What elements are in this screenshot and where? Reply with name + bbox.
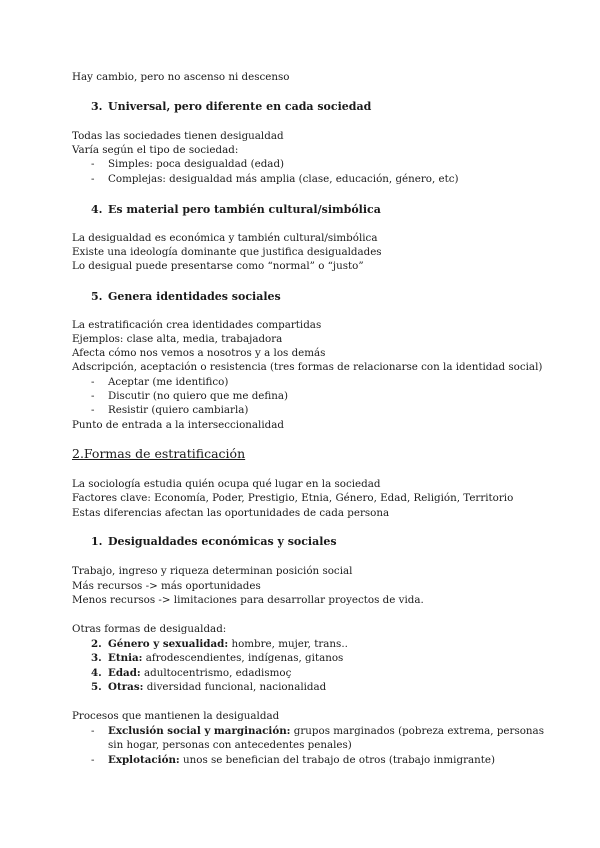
- heading-5-number: 5.: [91, 290, 103, 303]
- list-item: [108, 637, 348, 651]
- list-item-label: Género y sexualidad:: [108, 638, 229, 650]
- text-line: Lo desigual puede presentarse como “normal” o “justo”: [72, 260, 364, 272]
- text-line: Varía según el tipo de sociedad:: [72, 144, 239, 156]
- list-item: [108, 724, 544, 738]
- text-line: Existe una ideología dominante que justifica desigualdades: [72, 246, 382, 258]
- intro-line: Hay cambio, pero no ascenso ni descenso: [72, 71, 290, 83]
- list-item-label: Exclusión social y marginación:: [108, 725, 291, 737]
- list-item-label: Otras:: [108, 681, 144, 693]
- list-number: 2.: [91, 638, 102, 650]
- text-line: Ejemplos: clase alta, media, trabajadora: [72, 333, 283, 345]
- text-line: Menos recursos -> limitaciones para desarrollar proyectos de vida.: [72, 594, 424, 606]
- bullet-dash: -: [91, 158, 95, 170]
- heading-3-number: 3.: [91, 100, 103, 113]
- text-line: Adscripción, aceptación o resistencia (tres formas de relacionarse con la identidad social): [72, 361, 543, 373]
- list-item-text: diversidad funcional, nacionalidad: [143, 681, 327, 693]
- list-item: [108, 651, 343, 665]
- bullet-dash: -: [91, 173, 95, 185]
- text-line: Punto de entrada a la interseccionalidad: [72, 419, 284, 431]
- list-item: Simples: poca desigualdad (edad): [108, 158, 285, 170]
- heading-4-number: 4.: [91, 203, 103, 216]
- heading-1-title: Desigualdades económicas y sociales: [108, 535, 337, 548]
- bullet-dash: -: [91, 754, 95, 766]
- text-line: Otras formas de desigualdad:: [72, 623, 227, 635]
- list-item: [108, 753, 495, 767]
- text-line: Afecta cómo nos vemos a nosotros y a los demás: [72, 347, 326, 359]
- text-line: Trabajo, ingreso y riqueza determinan posición social: [72, 565, 353, 577]
- list-item: Discutir (no quiero que me defina): [108, 390, 289, 402]
- list-item-text: grupos marginados (pobreza extrema, personas: [290, 725, 544, 737]
- list-item-text: unos se benefician del trabajo de otros (trabajo inmigrante): [179, 754, 496, 766]
- text-line: Estas diferencias afectan las oportunidades de cada persona: [72, 507, 390, 519]
- list-item: Complejas: desigualdad más amplia (clase, educación, género, etc): [108, 173, 459, 185]
- list-item-text: adultocentrismo, edadismoç: [140, 667, 292, 679]
- text-line: Más recursos -> más oportunidades: [72, 580, 261, 592]
- list-item: Aceptar (me identifico): [108, 376, 229, 388]
- list-item-label: Etnia:: [108, 652, 143, 664]
- text-line: Procesos que mantienen la desigualdad: [72, 710, 280, 722]
- text-line: La desigualdad es económica y también cultural/simbólica: [72, 232, 378, 244]
- heading-1-number: 1.: [91, 535, 103, 548]
- list-number: 3.: [91, 652, 102, 664]
- bullet-dash: -: [91, 404, 95, 416]
- text-line: Todas las sociedades tienen desigualdad: [72, 130, 284, 142]
- heading-5-title: Genera identidades sociales: [108, 290, 281, 303]
- list-item: [108, 666, 291, 680]
- heading-3-title: Universal, pero diferente en cada sociedad: [108, 100, 372, 113]
- section-title: 2.Formas de estratificación: [72, 446, 246, 461]
- list-item: Resistir (quiero cambiarla): [108, 404, 249, 416]
- text-line: La estratificación crea identidades compartidas: [72, 319, 322, 331]
- list-item-text: afrodescendientes, indígenas, gitanos: [142, 652, 344, 664]
- list-item-label: Explotación:: [108, 754, 180, 766]
- list-item: [108, 680, 326, 694]
- bullet-dash: -: [91, 390, 95, 402]
- list-item-continuation: sin hogar, personas con antecedentes penales): [108, 739, 352, 751]
- list-number: 5.: [91, 681, 102, 693]
- heading-4-title: Es material pero también cultural/simbólica: [108, 203, 381, 216]
- bullet-dash: -: [91, 725, 95, 737]
- list-item-text: hombre, mujer, trans..: [228, 638, 348, 650]
- list-item-label: Edad:: [108, 667, 141, 679]
- list-number: 4.: [91, 667, 102, 679]
- text-line: La sociología estudia quién ocupa qué lugar en la sociedad: [72, 478, 381, 490]
- bullet-dash: -: [91, 376, 95, 388]
- text-line: Factores clave: Economía, Poder, Prestigio, Etnia, Género, Edad, Religión, Territorio: [72, 492, 514, 504]
